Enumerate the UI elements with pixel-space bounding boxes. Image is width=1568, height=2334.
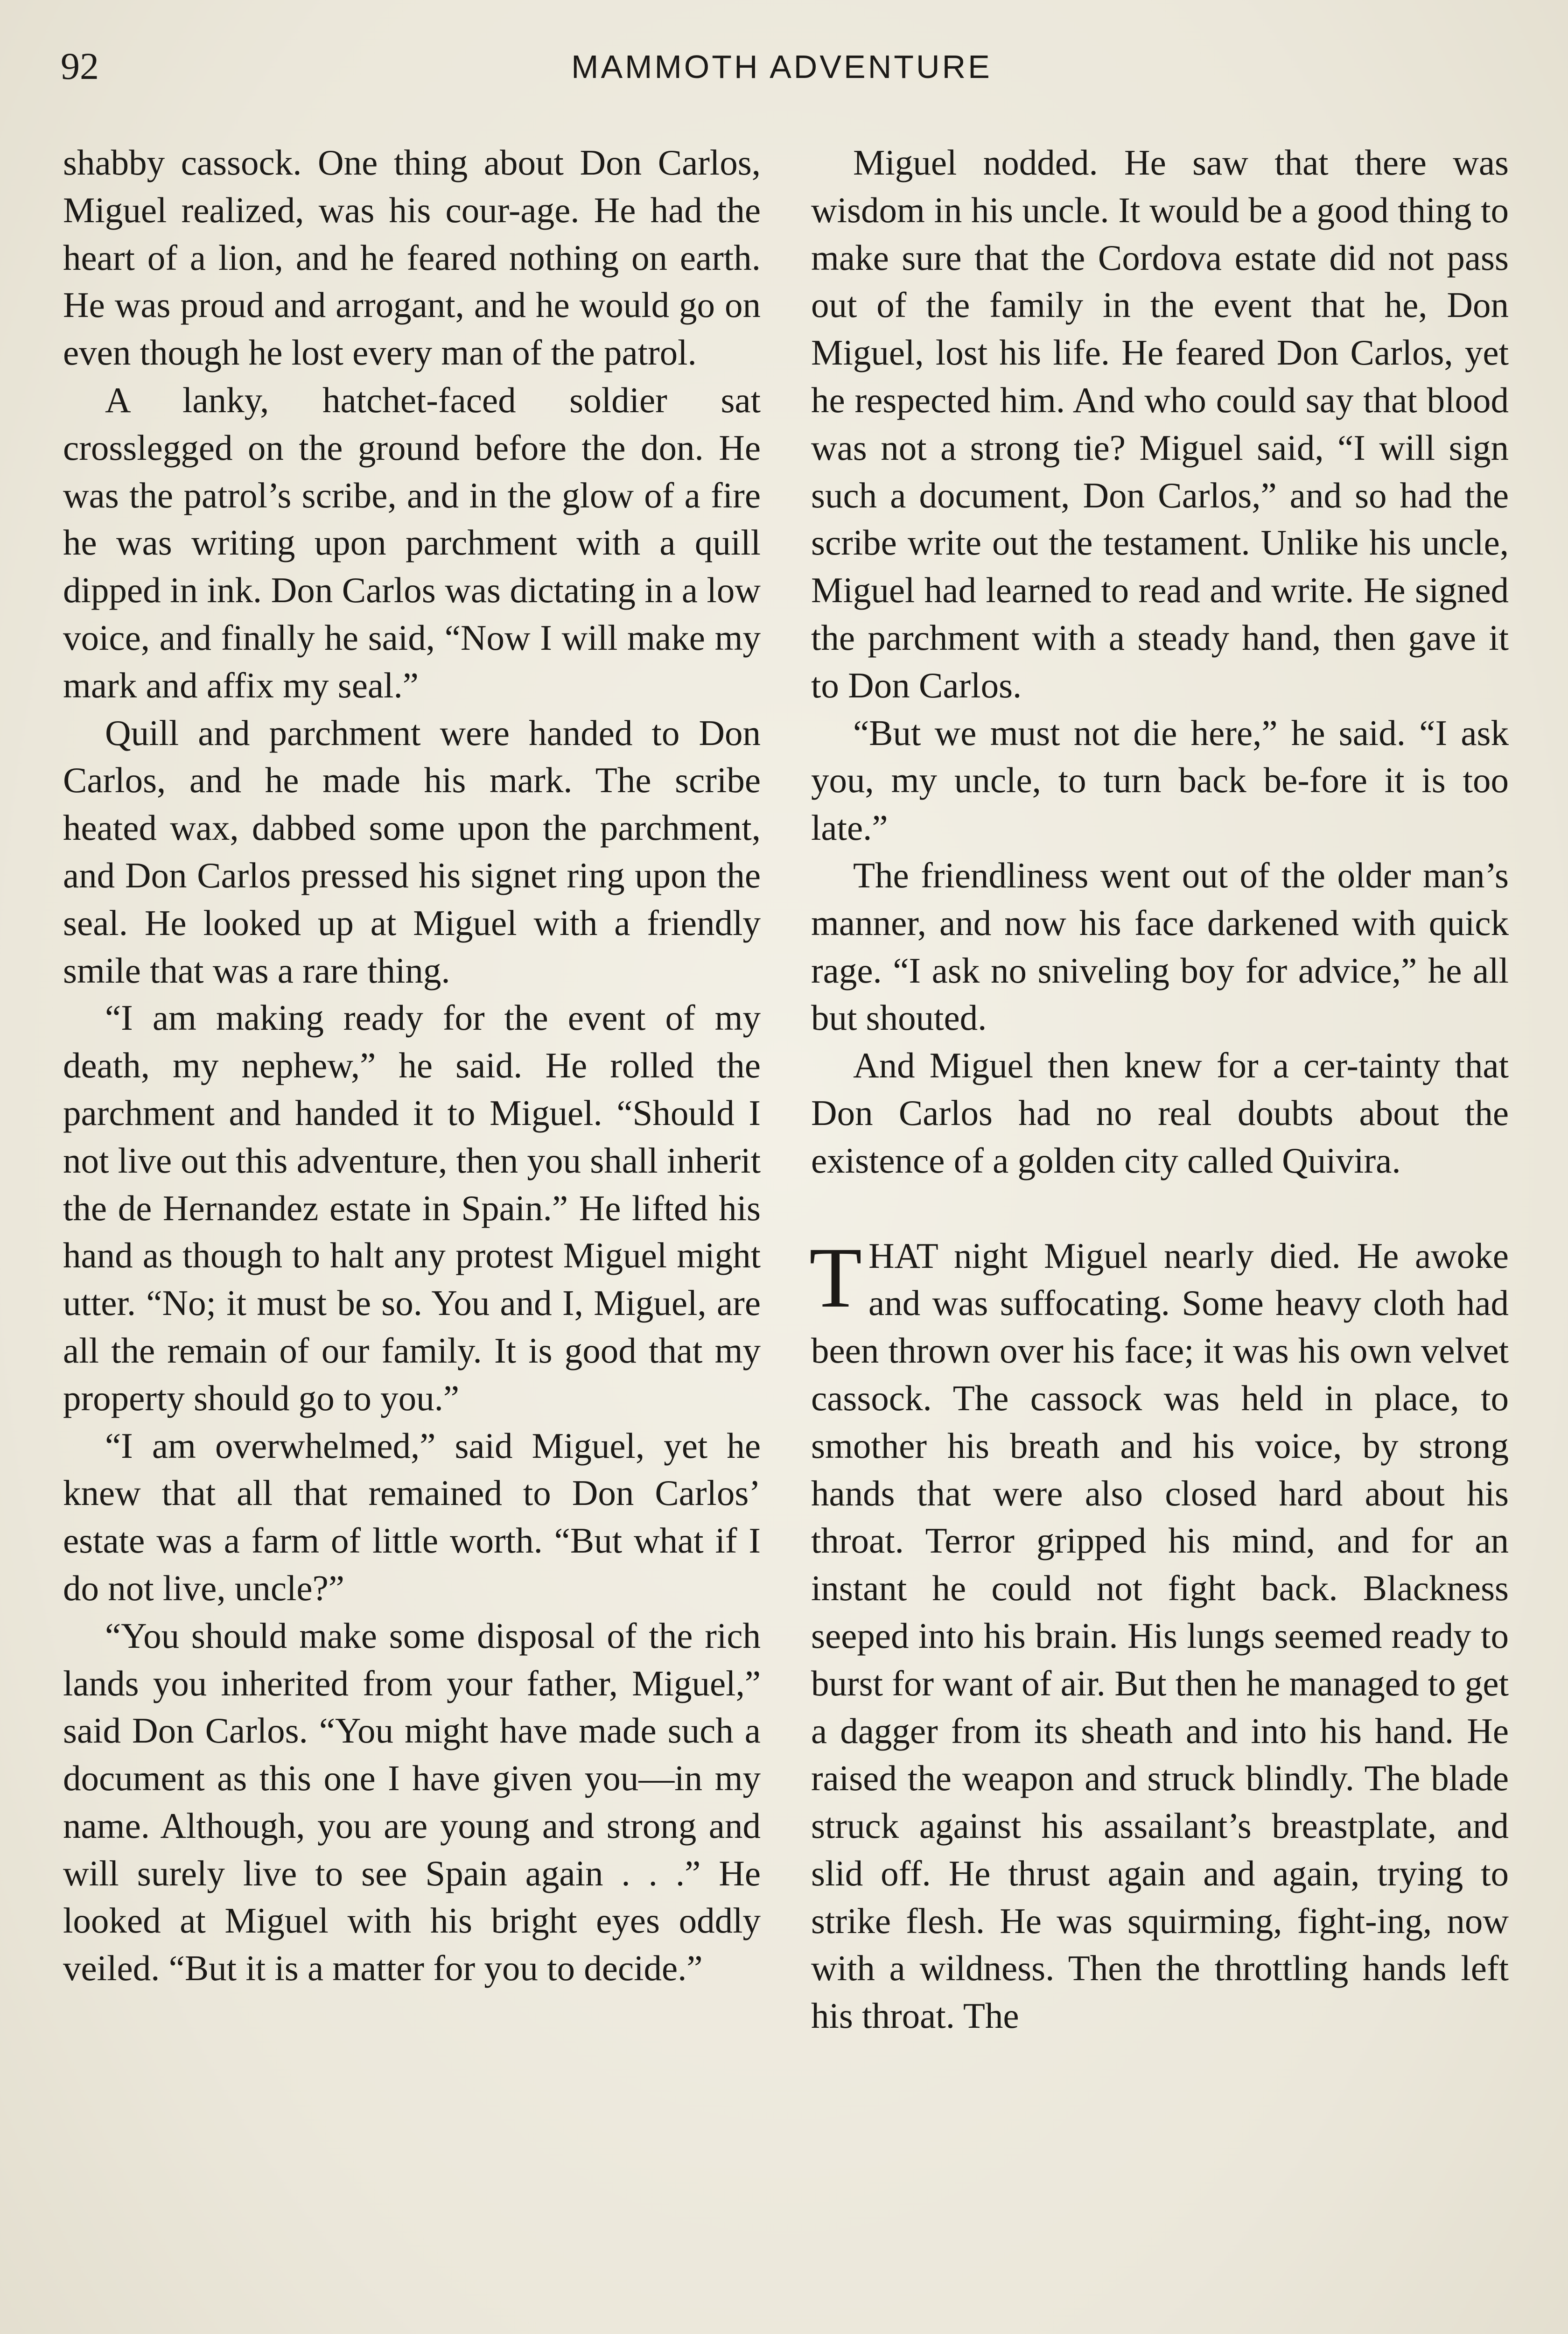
right-column (811, 139, 1509, 2040)
paragraph: And Miguel then knew for a cer-tainty that Don Carlos had no real doubts about the existence of a golden city called Quivira. (811, 1045, 1509, 1181)
paragraph: “But we must not die here,” he said. “I ask you, my uncle, to turn back be-fore it is too late.” (811, 712, 1509, 848)
section-opening-paragraph (811, 1232, 1509, 2040)
paragraph: “You should make some disposal of the rich lands you inherited from your father, Miguel,” said Don Carlos. “You might have made such a document as this one I have given you—in my name. Although, you are young and strong and will surely live to see Spain again . . .” He looked at Miguel with his bright eyes oddly veiled. “But it is a matter for you to decide.” (63, 1615, 761, 1989)
page-header (61, 44, 1503, 100)
paragraph: The friendliness went out of the older man’s manner, and now his face darkened with quick rage. “I ask no sniveling boy for advice,” he all but shouted. (811, 855, 1509, 1038)
section-break (811, 1185, 1509, 1232)
drop-cap: T (809, 1230, 862, 1326)
paragraph: shabby cassock. One thing about Don Carlos, Miguel realized, was his cour-age. He had the heart of a lion, and he feared nothing on earth. He was proud and arrogant, and he would go on even though he lost every man of the patrol. (63, 142, 761, 373)
paragraph: Quill and parchment were handed to Don Carlos, and he made his mark. The scribe heated wax, dabbed some upon the parchment, and Don Carlos pressed his signet ring upon the seal. He looked up at Miguel with a friendly smile that was a rare thing. (63, 712, 761, 991)
section-text: HAT night Miguel nearly died. He awoke and was suffocating. Some heavy cloth had been thrown over his face; it was his own velvet cassock. The cassock was held in place, to smother his breath and his voice, by strong hands that were also closed hard about his throat. Terror gripped his mind, and for an instant he could not fight back. Blackness seeped into his brain. His lungs seemed ready to burst for want of air. But then he managed to get a dagger from its sheath and into his hand. He raised the weapon and struck blindly. The blade struck against his assailant’s breastplate, and slid off. He thrust again and again, trying to strike flesh. He was squirming, fight-ing, now with a wildness. Then the throttling hands left his throat. The (811, 1235, 1509, 2036)
paragraph: “I am overwhelmed,” said Miguel, yet he knew that all that remained to Don Carlos’ estate was a farm of little worth. “But what if I do not live, uncle?” (63, 1425, 761, 1608)
running-title: MAMMOTH ADVENTURE (571, 49, 992, 85)
page-number: 92 (61, 45, 99, 87)
paragraph: A lanky, hatchet-faced soldier sat crosslegged on the ground before the don. He was the patrol’s scribe, and in the glow of a fire he was writing upon parchment with a quill dipped in ink. Don Carlos was dictating in a low voice, and finally he said, “Now I will make my mark and affix my seal.” (63, 380, 761, 705)
left-column (63, 139, 761, 1992)
paragraph: Miguel nodded. He saw that there was wisdom in his uncle. It would be a good thing to make sure that the Cordova estate did not pass out of the family in the event that he, Don Miguel, lost his life. He feared Don Carlos, yet he respected him. And who could say that blood was not a strong tie? Miguel said, “I will sign such a document, Don Carlos,” and so had the scribe write out the testament. Unlike his uncle, Miguel had learned to read and write. He signed the parchment with a steady hand, then gave it to Don Carlos. (811, 142, 1509, 705)
paragraph: “I am making ready for the event of my death, my nephew,” he said. He rolled the parchment and handed it to Miguel. “Should I not live out this adventure, then you shall inherit the de Hernandez estate in Spain.” He lifted his hand as though to halt any protest Miguel might utter. “No; it must be so. You and I, Miguel, are all the remain of our family. It is good that my property should go to you.” (63, 998, 761, 1418)
